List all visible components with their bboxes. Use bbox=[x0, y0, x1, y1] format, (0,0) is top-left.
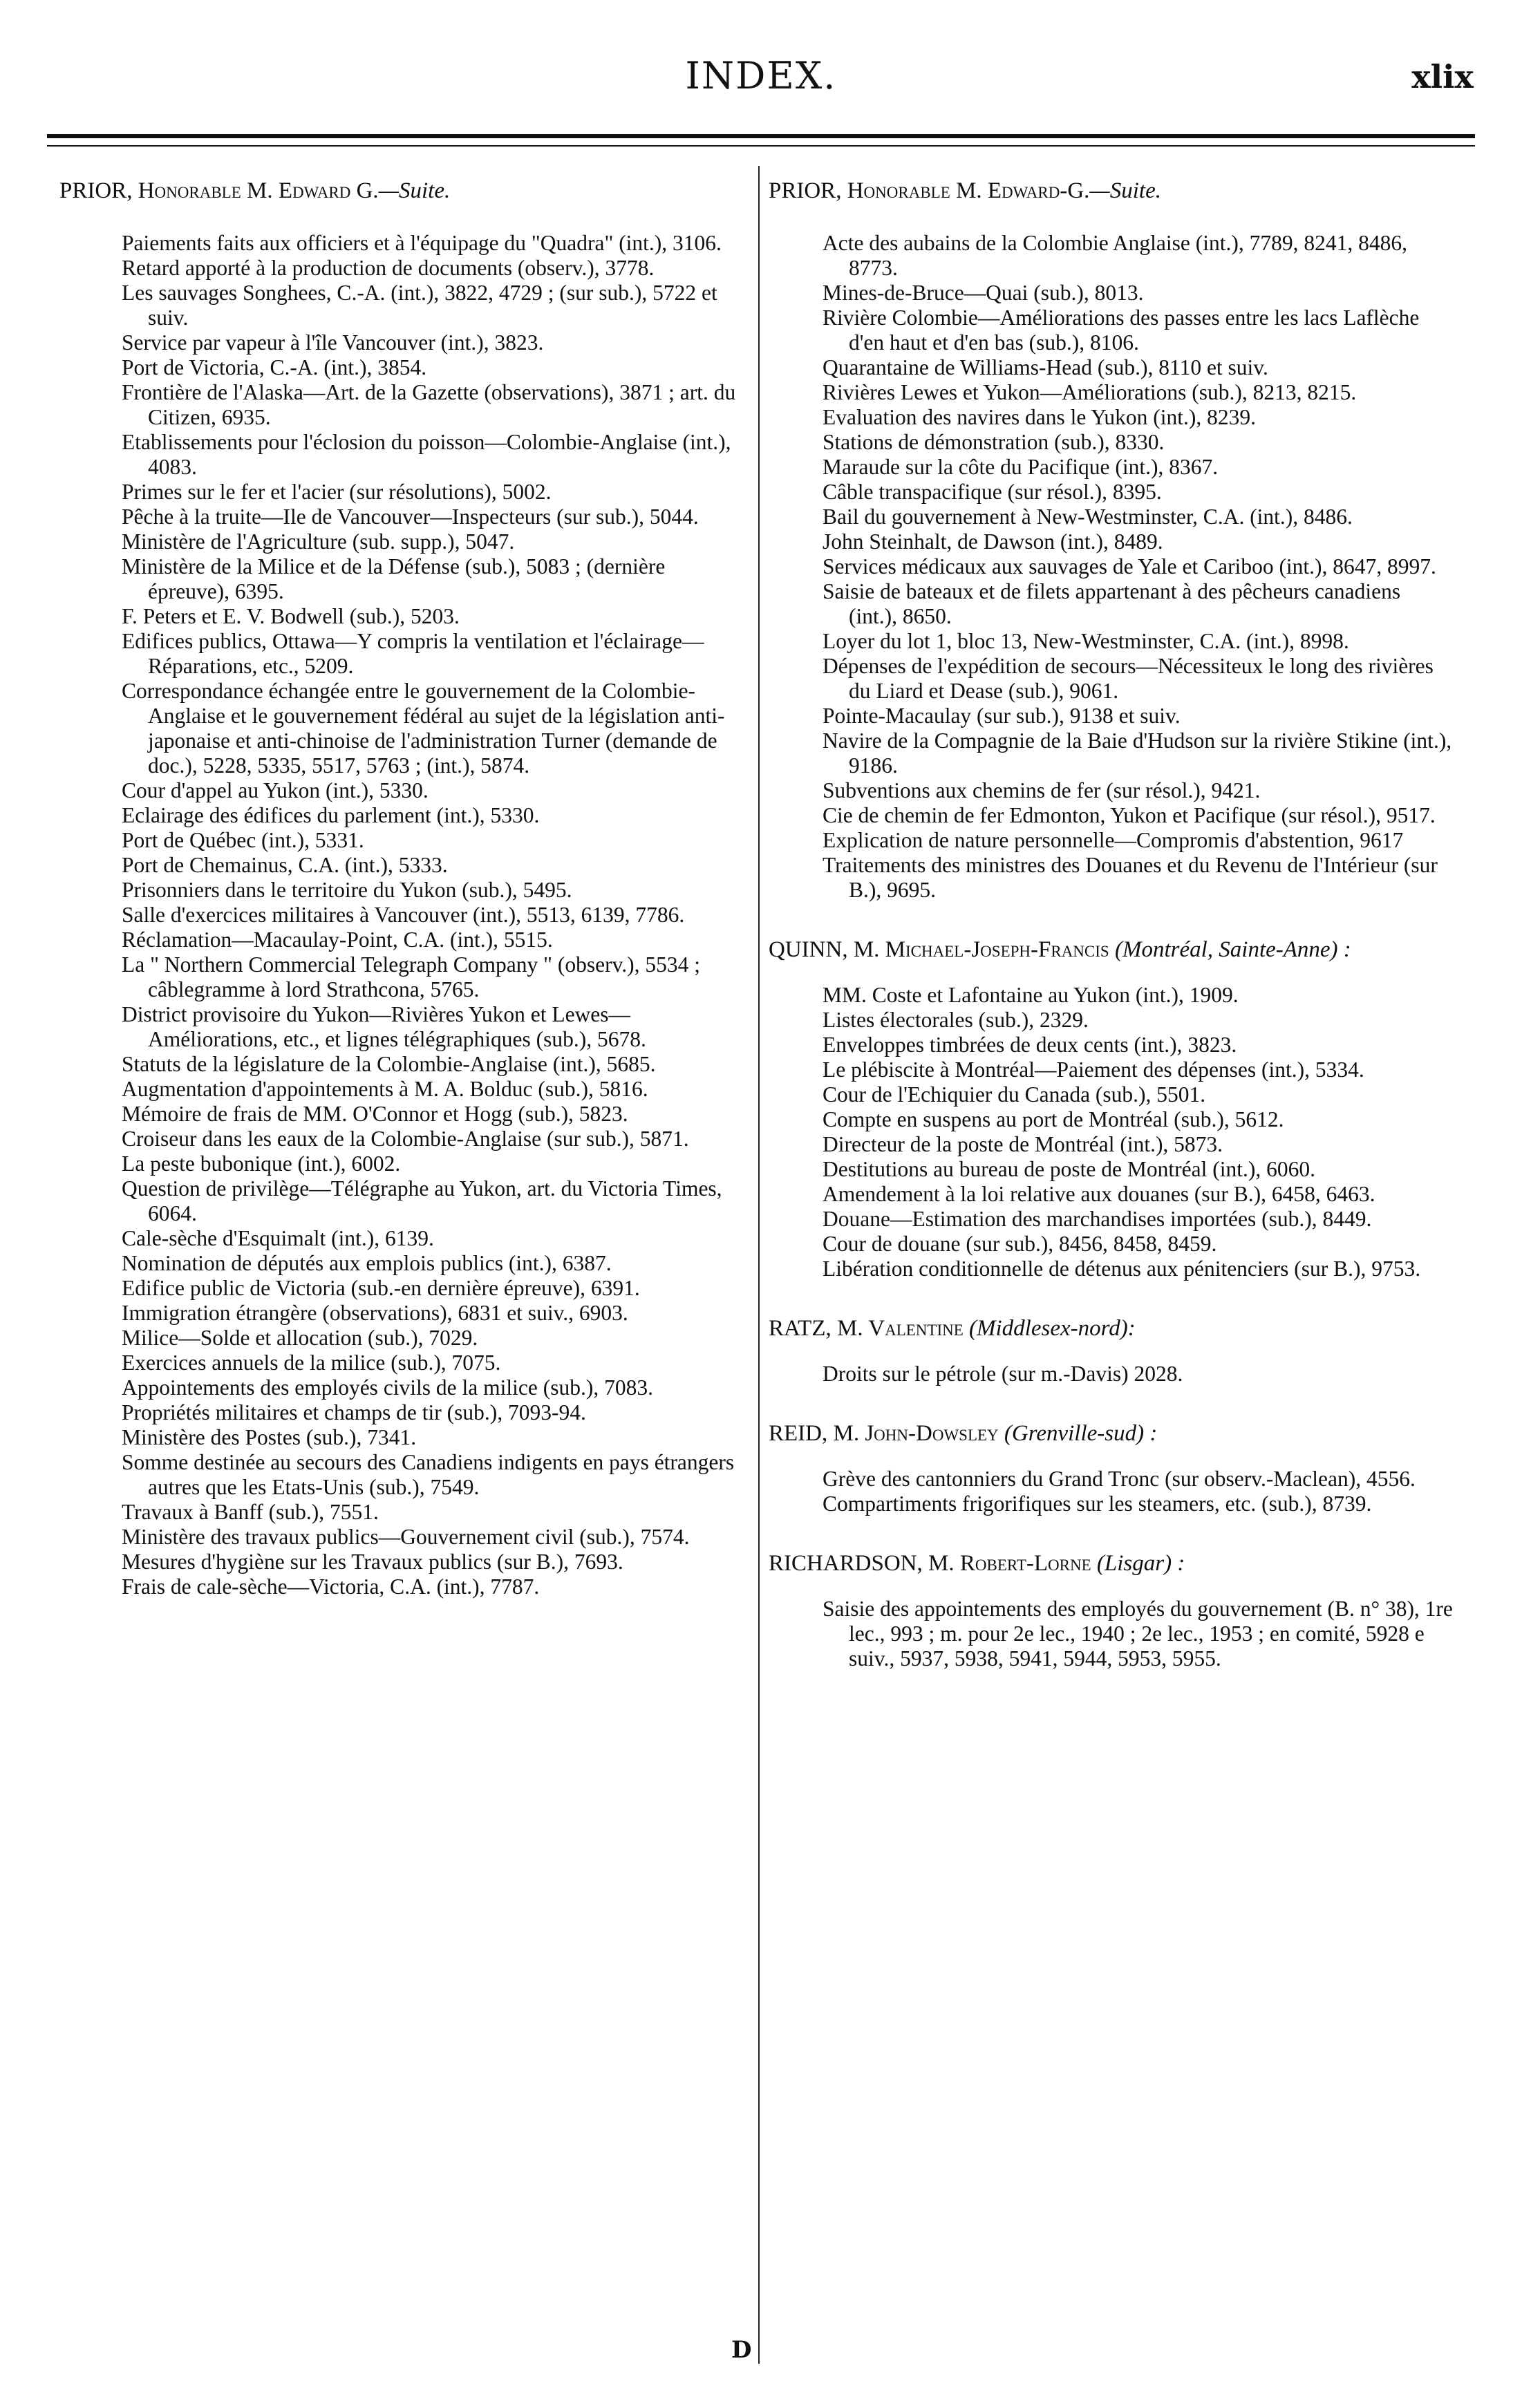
constituency: (Montréal, Sainte-Anne) : bbox=[1114, 937, 1351, 962]
index-entry: Loyer du lot 1, bloc 13, New-Westminster, C.A. (int.), 8998. bbox=[823, 629, 1349, 653]
index-entry: Subventions aux chemins de fer (sur résol.), 9421. bbox=[823, 778, 1261, 802]
index-entry: Port de Québec (int.), 5331. bbox=[122, 828, 364, 852]
entry-list bbox=[769, 983, 1453, 1281]
index-entry: Bail du gouvernement à New-Westminster, C.A. (int.), 8486. bbox=[823, 505, 1353, 529]
member-name: REID, bbox=[769, 1421, 828, 1446]
index-entry: Câble transpacifique (sur résol.), 8395. bbox=[823, 480, 1162, 504]
index-entry: Edifice public de Victoria (sub.-en dernière épreuve), 6391. bbox=[122, 1276, 640, 1300]
index-entry: Mesures d'hygiène sur les Travaux publics (sur B.), 7693. bbox=[122, 1550, 623, 1574]
index-entry: Pointe-Macaulay (sur sub.), 9138 et suiv. bbox=[823, 704, 1181, 728]
page-title: INDEX. bbox=[685, 54, 837, 97]
index-entry: Réclamation—Macaulay-Point, C.A. (int.), 5515. bbox=[122, 928, 553, 952]
index-entry: Stations de démonstration (sub.), 8330. bbox=[823, 430, 1165, 454]
section-heading bbox=[59, 178, 744, 203]
index-entry: Explication de nature personnelle—Compromis d'abstention, 9617 bbox=[823, 828, 1404, 852]
index-entry: Douane—Estimation des marchandises importées (sub.), 8449. bbox=[823, 1207, 1372, 1231]
left-column bbox=[59, 178, 744, 1599]
index-entry: Mémoire de frais de MM. O'Connor et Hogg (sub.), 5823. bbox=[122, 1102, 628, 1126]
entry-list bbox=[769, 231, 1453, 903]
continuation-note: —Suite. bbox=[378, 178, 451, 203]
index-entry: La " Northern Commercial Telegraph Company " (observ.), 5534 ; câblegramme à lord Strathcona, 5765. bbox=[122, 952, 701, 1001]
index-entry: Milice—Solde et allocation (sub.), 7029. bbox=[122, 1326, 478, 1350]
index-entry: Services médicaux aux sauvages de Yale et Cariboo (int.), 8647, 8997. bbox=[823, 554, 1436, 579]
index-entry: Ministère de l'Agriculture (sub. supp.), 5047. bbox=[122, 529, 515, 554]
section-heading bbox=[769, 937, 1453, 962]
index-entry: Listes électorales (sub.), 2329. bbox=[823, 1008, 1089, 1032]
member-name: QUINN, bbox=[769, 937, 848, 962]
index-entry: Frais de cale-sèche—Victoria, C.A. (int.), 7787. bbox=[122, 1574, 540, 1599]
member-title: M. John-Dowsley bbox=[833, 1421, 999, 1446]
index-entry: Appointements des employés civils de la milice (sub.), 7083. bbox=[122, 1375, 653, 1400]
column-divider bbox=[758, 166, 760, 2364]
index-entry: Statuts de la législature de la Colombie-Anglaise (int.), 5685. bbox=[122, 1052, 656, 1076]
index-entry: Quarantaine de Williams-Head (sub.), 8110 et suiv. bbox=[823, 355, 1268, 379]
index-entry: Croiseur dans les eaux de la Colombie-Anglaise (sur sub.), 5871. bbox=[122, 1127, 689, 1151]
member-title: M. Valentine bbox=[837, 1316, 964, 1341]
index-entry: Les sauvages Songhees, C.-A. (int.), 3822, 4729 ; (sur sub.), 5722 et suiv. bbox=[122, 281, 717, 330]
index-entry: Travaux à Banff (sub.), 7551. bbox=[122, 1500, 379, 1524]
index-entry: Retard apporté à la production de documents (observ.), 3778. bbox=[122, 256, 655, 280]
index-entry: Ministère de la Milice et de la Défense (sub.), 5083 ; (dernière épreuve), 6395. bbox=[122, 554, 666, 603]
index-entry: Etablissements pour l'éclosion du poisson—Colombie-Anglaise (int.), 4083. bbox=[122, 430, 731, 479]
index-entry: F. Peters et E. V. Bodwell (sub.), 5203. bbox=[122, 604, 460, 628]
section-heading bbox=[769, 1421, 1453, 1446]
index-entry: Prisonniers dans le territoire du Yukon (sub.), 5495. bbox=[122, 878, 572, 902]
index-entry: Libération conditionnelle de détenus aux pénitenciers (sur B.), 9753. bbox=[823, 1257, 1421, 1281]
index-entry: Paiements faits aux officiers et à l'équipage du "Quadra" (int.), 3106. bbox=[122, 231, 722, 255]
index-entry: MM. Coste et Lafontaine au Yukon (int.), 1909. bbox=[823, 983, 1239, 1007]
section-heading bbox=[769, 178, 1453, 203]
index-entry: Pêche à la truite—Ile de Vancouver—Inspecteurs (sur sub.), 5044. bbox=[122, 505, 699, 529]
right-column bbox=[769, 178, 1453, 1671]
index-entry: John Steinhalt, de Dawson (int.), 8489. bbox=[823, 529, 1163, 554]
index-entry: Dépenses de l'expédition de secours—Nécessiteux le long des rivières du Liard et Dease (sub.), 9061. bbox=[823, 654, 1434, 703]
constituency: (Lisgar) : bbox=[1096, 1551, 1185, 1576]
index-entry: Saisie de bateaux et de filets appartenant à des pêcheurs canadiens (int.), 8650. bbox=[823, 579, 1401, 628]
index-entry: Le plébiscite à Montréal—Paiement des dépenses (int.), 5334. bbox=[823, 1057, 1364, 1082]
index-entry: Compte en suspens au port de Montréal (sub.), 5612. bbox=[823, 1107, 1284, 1131]
index-entry: Mines-de-Bruce—Quai (sub.), 8013. bbox=[823, 281, 1144, 305]
index-entry: Rivières Lewes et Yukon—Améliorations (sub.), 8213, 8215. bbox=[823, 380, 1357, 404]
index-entry: Cour de douane (sur sub.), 8456, 8458, 8459. bbox=[823, 1232, 1217, 1256]
index-entry: Compartiments frigorifiques sur les steamers, etc. (sub.), 8739. bbox=[823, 1492, 1372, 1516]
member-title: Honorable M. Edward-G. bbox=[847, 178, 1090, 203]
header-rule-thick bbox=[47, 134, 1475, 138]
index-entry: Enveloppes timbrées de deux cents (int.), 3823. bbox=[823, 1033, 1237, 1057]
index-entry: Ministère des travaux publics—Gouvernement civil (sub.), 7574. bbox=[122, 1525, 690, 1549]
section-heading bbox=[769, 1316, 1453, 1341]
index-entry: Question de privilège—Télégraphe au Yukon, art. du Victoria Times, 6064. bbox=[122, 1176, 722, 1225]
member-title: M. Michael-Joseph-Francis bbox=[853, 937, 1109, 962]
signature-mark: D bbox=[731, 2336, 752, 2364]
member-title: Honorable M. Edward G. bbox=[138, 178, 379, 203]
member-name: RICHARDSON, bbox=[769, 1551, 923, 1576]
member-name: PRIOR, bbox=[769, 178, 842, 203]
index-entry: Port de Chemainus, C.A. (int.), 5333. bbox=[122, 853, 448, 877]
member-name: RATZ, bbox=[769, 1316, 832, 1341]
entry-list bbox=[769, 1597, 1453, 1671]
index-entry: Primes sur le fer et l'acier (sur résolutions), 5002. bbox=[122, 480, 552, 504]
index-entry: Ministère des Postes (sub.), 7341. bbox=[122, 1425, 417, 1449]
index-entry: Cour de l'Echiquier du Canada (sub.), 5501. bbox=[823, 1082, 1206, 1107]
index-entry: Amendement à la loi relative aux douanes (sur B.), 6458, 6463. bbox=[823, 1182, 1375, 1206]
index-entry: Traitements des ministres des Douanes et du Revenu de l'Intérieur (sur B.), 9695. bbox=[823, 853, 1438, 902]
member-name: PRIOR, bbox=[59, 178, 133, 203]
index-entry: Cie de chemin de fer Edmonton, Yukon et Pacifique (sur résol.), 9517. bbox=[823, 803, 1436, 827]
index-entry: Port de Victoria, C.-A. (int.), 3854. bbox=[122, 355, 427, 379]
index-entry: Service par vapeur à l'île Vancouver (int.), 3823. bbox=[122, 330, 544, 355]
index-entry: Salle d'exercices militaires à Vancouver (int.), 5513, 6139, 7786. bbox=[122, 903, 685, 927]
header-rule-thin bbox=[47, 145, 1475, 147]
index-entry: Augmentation d'appointements à M. A. Bolduc (sub.), 5816. bbox=[122, 1077, 648, 1101]
index-entry: District provisoire du Yukon—Rivières Yukon et Lewes—Améliorations, etc., et lignes télégraphiques (sub.), 5678. bbox=[122, 1002, 646, 1051]
constituency: (Grenville-sud) : bbox=[1004, 1421, 1158, 1446]
index-entry: Directeur de la poste de Montréal (int.), 5873. bbox=[823, 1132, 1223, 1156]
index-entry: Grève des cantonniers du Grand Tronc (sur observ.-Maclean), 4556. bbox=[823, 1467, 1416, 1491]
index-entry: Immigration étrangère (observations), 6831 et suiv., 6903. bbox=[122, 1301, 628, 1325]
index-entry: Droits sur le pétrole (sur m.-Davis) 2028. bbox=[823, 1362, 1183, 1386]
index-entry: La peste bubonique (int.), 6002. bbox=[122, 1151, 401, 1176]
index-entry: Correspondance échangée entre le gouvernement de la Colombie-Anglaise et le gouvernement fédéral au sujet de la législation anti-japonaise et anti-chinoise de l'administration Turner (demande de doc.), 5228, 5335, 5517, 5763 ; (int.), 5874. bbox=[122, 679, 725, 778]
continuation-note: —Suite. bbox=[1089, 178, 1161, 203]
page-number: xlix bbox=[1411, 58, 1474, 95]
index-entry: Rivière Colombie—Améliorations des passes entre les lacs Laflèche d'en haut et d'en bas (sub.), 8106. bbox=[823, 305, 1420, 355]
entry-list bbox=[59, 231, 744, 1599]
index-entry: Cour d'appel au Yukon (int.), 5330. bbox=[122, 778, 429, 802]
index-entry: Maraude sur la côte du Pacifique (int.), 8367. bbox=[823, 455, 1219, 479]
index-entry: Saisie des appointements des employés du gouvernement (B. n° 38), 1re lec., 993 ; m. pour 2e lec., 1940 ; 2e lec., 1953 ; en comité, 5928 e suiv., 5937, 5938, 5941, 5944, 5953, 5955. bbox=[823, 1597, 1453, 1671]
entry-list bbox=[769, 1362, 1453, 1386]
section-heading bbox=[769, 1551, 1453, 1576]
index-entry: Nomination de députés aux emplois publics (int.), 6387. bbox=[122, 1251, 612, 1275]
index-entry: Navire de la Compagnie de la Baie d'Hudson sur la rivière Stikine (int.), 9186. bbox=[823, 728, 1452, 778]
index-entry: Somme destinée au secours des Canadiens indigents en pays étrangers autres que les Etats-Unis (sub.), 7549. bbox=[122, 1450, 735, 1499]
index-entry: Propriétés militaires et champs de tir (sub.), 7093-94. bbox=[122, 1400, 586, 1424]
index-entry: Frontière de l'Alaska—Art. de la Gazette (observations), 3871 ; art. du Citizen, 6935. bbox=[122, 380, 736, 429]
index-entry: Eclairage des édifices du parlement (int.), 5330. bbox=[122, 803, 540, 827]
member-title: M. Robert-Lorne bbox=[928, 1551, 1091, 1576]
index-entry: Destitutions au bureau de poste de Montréal (int.), 6060. bbox=[823, 1157, 1315, 1181]
index-entry: Acte des aubains de la Colombie Anglaise (int.), 7789, 8241, 8486, 8773. bbox=[823, 231, 1407, 280]
index-entry: Cale-sèche d'Esquimalt (int.), 6139. bbox=[122, 1226, 434, 1250]
index-entry: Evaluation des navires dans le Yukon (int.), 8239. bbox=[823, 405, 1256, 429]
entry-list bbox=[769, 1467, 1453, 1516]
index-entry: Edifices publics, Ottawa—Y compris la ventilation et l'éclairage—Réparations, etc., 5209. bbox=[122, 629, 704, 678]
constituency: (Middlesex-nord): bbox=[969, 1316, 1136, 1341]
index-entry: Exercices annuels de la milice (sub.), 7075. bbox=[122, 1351, 501, 1375]
